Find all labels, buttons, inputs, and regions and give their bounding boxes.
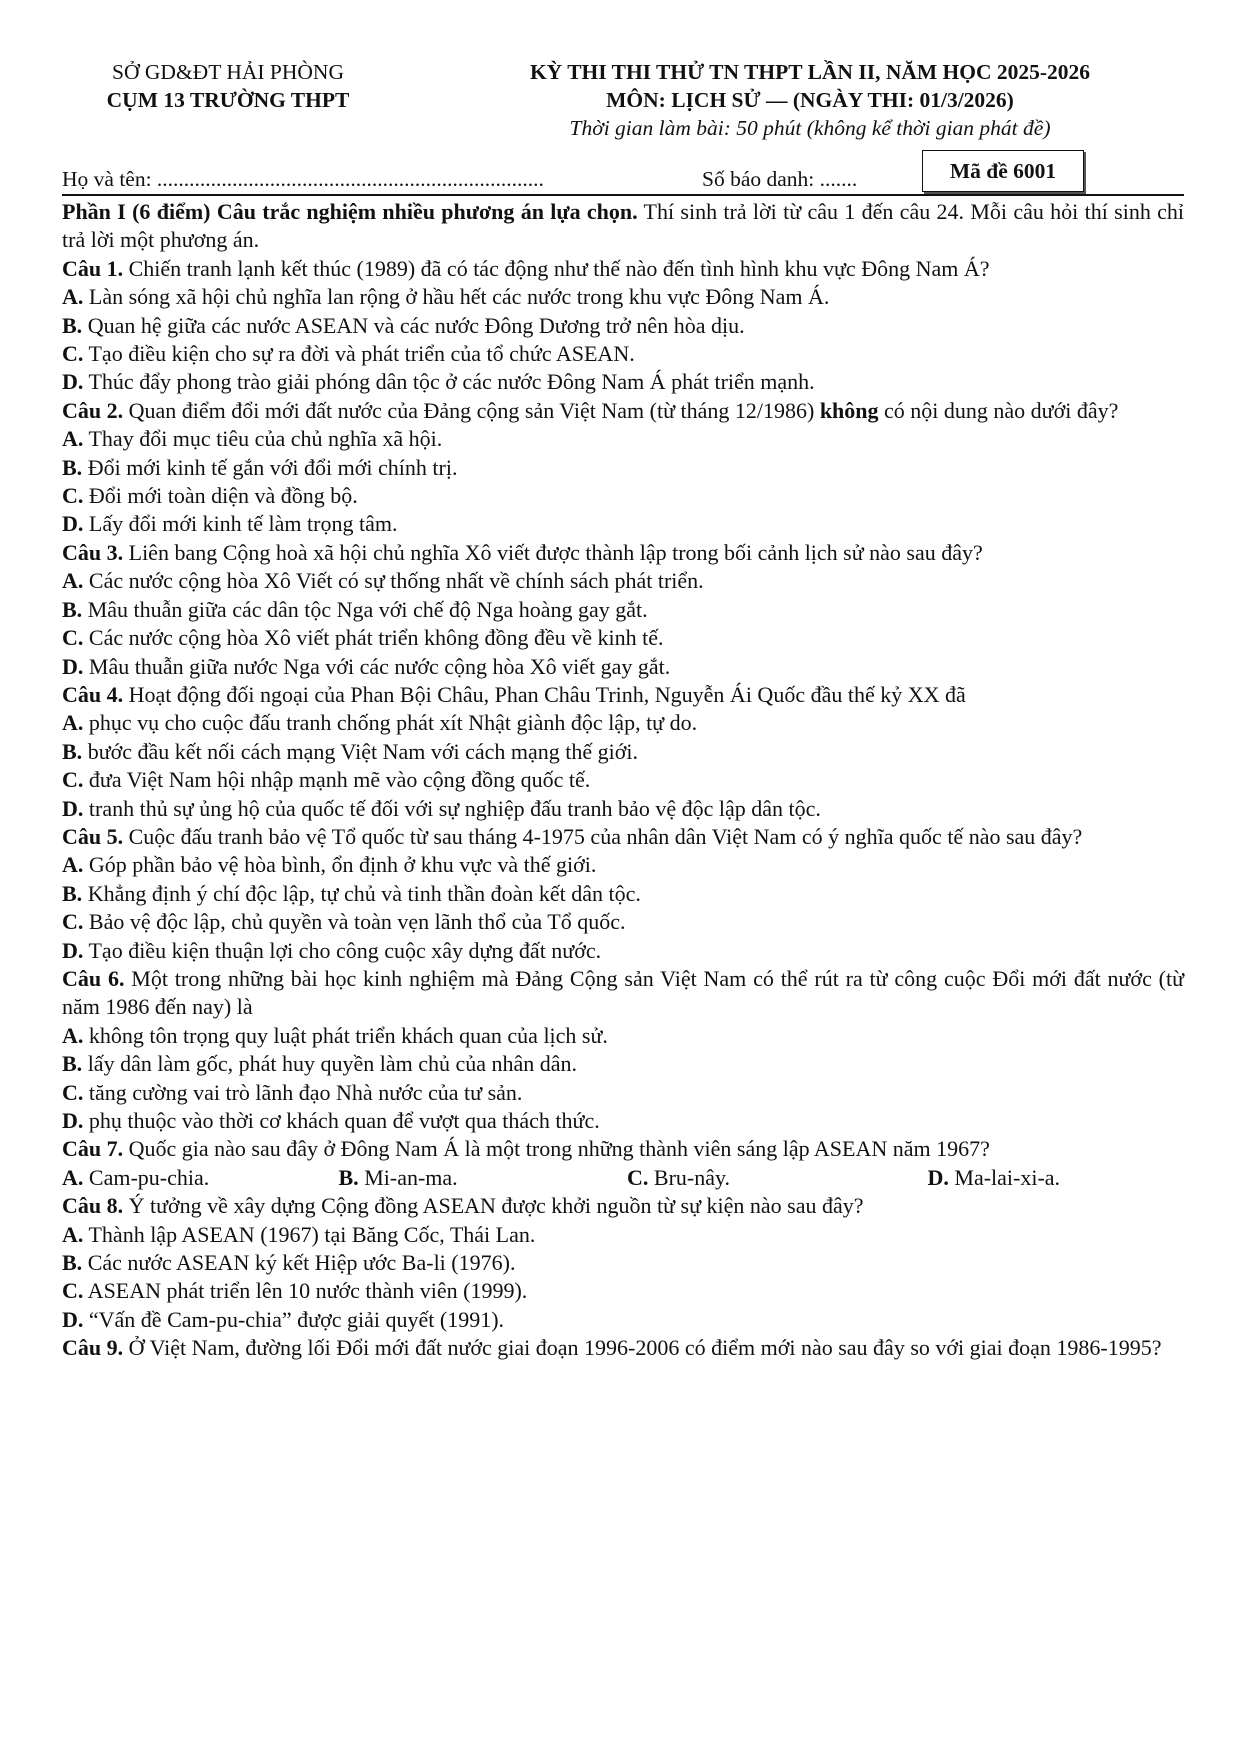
option-text: Lấy đổi mới kinh tế làm trọng tâm.	[83, 511, 398, 537]
option-text: Thúc đẩy phong trào giải phóng dân tộc ở các nước Đông Nam Á phát triển mạnh.	[83, 369, 815, 395]
option-text: phụ thuộc vào thời cơ khách quan để vượt qua thách thức.	[83, 1108, 600, 1133]
option-text: Tạo điều kiện thuận lợi cho công cuộc xây dựng đất nước.	[83, 937, 602, 963]
question-text-end: có nội dung nào dưới đây?	[878, 397, 1119, 423]
header-right	[430, 58, 1190, 142]
option-key: D.	[927, 1164, 949, 1190]
school-cluster: CỤM 13 TRƯỜNG THPT	[106, 88, 350, 112]
option-key: B.	[62, 738, 83, 764]
option-key: D.	[62, 1108, 84, 1133]
candidate-row	[62, 150, 1184, 196]
option-text: Thành lập ASEAN (1967) tại Băng Cốc, Thái Lan.	[83, 1221, 536, 1247]
option-key: B.	[62, 880, 83, 906]
option-key: C.	[62, 341, 84, 367]
question-number: Câu 7.	[62, 1136, 124, 1162]
question-text: Cuộc đấu tranh bảo vệ Tổ quốc từ sau tháng 4-1975 của nhân dân Việt Nam có ý nghĩa quốc tế nào sau đây?	[123, 823, 1083, 849]
option-text: ASEAN phát triển lên 10 nước thành viên (1999).	[83, 1278, 528, 1304]
option-key: D.	[62, 653, 84, 679]
question-6	[62, 965, 1184, 1022]
question-5	[62, 823, 1184, 851]
option-text: không tôn trọng quy luật phát triển khách quan của lịch sử.	[83, 1022, 608, 1048]
option	[62, 937, 1184, 965]
option	[62, 1050, 1184, 1078]
question-9	[62, 1334, 1184, 1362]
option	[62, 1277, 1184, 1305]
option	[62, 312, 1184, 340]
question-number: Câu 8.	[62, 1193, 124, 1219]
question-text: Hoạt động đối ngoại của Phan Bội Châu, Phan Châu Trinh, Nguyễn Ái Quốc đầu thế kỷ XX đã	[123, 681, 966, 707]
option	[62, 510, 1184, 538]
option	[62, 340, 1184, 368]
option-text: Góp phần bảo vệ hòa bình, ổn định ở khu vực và thế giới.	[83, 852, 597, 878]
question-text: Chiến tranh lạnh kết thúc (1989) đã có tác động như thế nào đến tình hình khu vực Đông Nam Á?	[123, 255, 990, 281]
option-text: Mâu thuẫn giữa các dân tộc Nga với chế độ Nga hoàng gay gắt.	[82, 596, 648, 622]
option	[62, 1107, 1184, 1135]
option	[62, 653, 1184, 681]
option	[62, 1079, 1184, 1107]
exam-title: KỲ THI THI THỬ TN THPT LẦN II, NĂM HỌC 2025-2026	[529, 60, 1091, 84]
option-text: Quan hệ giữa các nước ASEAN và các nước Đông Dương trở nên hòa dịu.	[82, 312, 745, 338]
option	[62, 1221, 1184, 1249]
question-7	[62, 1135, 1184, 1163]
option-key: A.	[62, 1221, 84, 1247]
option-key: C.	[62, 483, 84, 509]
question-text: Ý tưởng về xây dựng Cộng đồng ASEAN được khởi nguồn từ sự kiện nào sau đây?	[123, 1193, 864, 1219]
option-key: A.	[62, 710, 84, 736]
option-text: Các nước cộng hòa Xô Viết có sự thống nhất về chính sách phát triển.	[83, 568, 704, 594]
option	[62, 368, 1184, 396]
option	[62, 624, 1184, 652]
option-key: C.	[62, 1079, 84, 1105]
option	[62, 709, 1184, 737]
exam-body	[62, 198, 1184, 1363]
option-row	[62, 1164, 1184, 1192]
option-key: D.	[62, 369, 84, 395]
option-text: Các nước cộng hòa Xô viết phát triển không đồng đều về kinh tế.	[83, 625, 664, 651]
option-text: Làn sóng xã hội chủ nghĩa lan rộng ở hầu hết các nước trong khu vực Đông Nam Á.	[83, 284, 830, 310]
option-text: tăng cường vai trò lãnh đạo Nhà nước của tư sản.	[83, 1079, 523, 1105]
option-text: Đổi mới toàn diện và đồng bộ.	[83, 483, 358, 509]
option-key: A.	[62, 1164, 84, 1190]
option	[62, 1164, 319, 1192]
question-text: Quốc gia nào sau đây ở Đông Nam Á là một trong những thành viên sáng lập ASEAN năm 1967?	[123, 1136, 990, 1162]
option	[62, 454, 1184, 482]
question-number: Câu 3.	[62, 539, 124, 565]
option-key: A.	[62, 1022, 84, 1048]
option	[62, 880, 1184, 908]
option	[62, 1306, 1184, 1334]
option-text: lấy dân làm gốc, phát huy quyền làm chủ của nhân dân.	[82, 1051, 578, 1077]
option-key: A.	[62, 568, 84, 594]
option-key: B.	[62, 1250, 83, 1276]
option	[62, 596, 1184, 624]
option	[62, 738, 1184, 766]
option-key: C.	[62, 909, 84, 935]
option-text: “Vấn đề Cam-pu-chia” được giải quyết (1991).	[83, 1306, 505, 1332]
question-emphasis: không	[819, 397, 879, 423]
option	[62, 908, 1184, 936]
option-key: D.	[62, 1306, 84, 1332]
option-text: phục vụ cho cuộc đấu tranh chống phát xít Nhật giành độc lập, tự do.	[83, 710, 698, 736]
option	[62, 1249, 1184, 1277]
option-key: C.	[62, 767, 84, 793]
option	[62, 283, 1184, 311]
option-text: đưa Việt Nam hội nhập mạnh mẽ vào cộng đồng quốc tế.	[83, 767, 591, 793]
option-text: Mi-an-ma.	[358, 1164, 458, 1190]
question-text: Liên bang Cộng hoà xã hội chủ nghĩa Xô viết được thành lập trong bối cảnh lịch sử nào sau đây?	[123, 539, 983, 565]
option-key: A.	[62, 284, 84, 310]
question-1	[62, 255, 1184, 283]
question-number: Câu 4.	[62, 681, 124, 707]
option-key: C.	[62, 1278, 84, 1304]
option-text: Các nước ASEAN ký kết Hiệp ước Ba-li (1976).	[82, 1250, 516, 1276]
question-2	[62, 397, 1184, 425]
option-text: Bảo vệ độc lập, chủ quyền và toàn vẹn lãnh thổ của Tổ quốc.	[83, 909, 626, 935]
question-number: Câu 1.	[62, 255, 124, 281]
option-key: C.	[627, 1164, 649, 1190]
option-text: Ma-lai-xi-a.	[948, 1164, 1061, 1190]
exam-header	[62, 58, 1184, 144]
option	[62, 795, 1184, 823]
option-key: D.	[62, 937, 84, 963]
question-4	[62, 681, 1184, 709]
question-text: Một trong những bài học kinh nghiệm mà Đảng Cộng sản Việt Nam có thể rút ra từ công cuộc Đổi mới đất nước (từ năm 1986 đến nay) là	[62, 965, 1185, 1020]
part-intro	[62, 198, 1184, 255]
question-text: Ở Việt Nam, đường lối Đổi mới đất nước giai đoạn 1996-2006 có điểm mới nào sau đây so với giai đoạn 1986-1995?	[123, 1335, 1162, 1361]
option	[595, 1164, 884, 1192]
question-number: Câu 2.	[62, 397, 124, 423]
option-text: Đổi mới kinh tế gắn với đổi mới chính trị.	[82, 454, 458, 480]
part-title: Phần I (6 điểm) Câu trắc nghiệm nhiều phương án lựa chọn.	[62, 199, 638, 224]
option	[62, 425, 1184, 453]
option-text: bước đầu kết nối cách mạng Việt Nam với cách mạng thế giới.	[82, 738, 639, 764]
option	[62, 766, 1184, 794]
option	[62, 567, 1184, 595]
exam-subject: MÔN: LỊCH SỬ — (NGÀY THI: 01/3/2026)	[606, 88, 1014, 112]
option-text: Mâu thuẫn giữa nước Nga với các nước cộng hòa Xô viết gay gắt.	[83, 653, 671, 679]
option-text: tranh thủ sự ủng hộ của quốc tế đối với sự nghiệp đấu tranh bảo vệ độc lập dân tộc.	[83, 795, 821, 821]
option-key: A.	[62, 852, 84, 878]
option-key: C.	[62, 625, 84, 651]
candidate-id-field: Số báo danh: .......	[702, 167, 858, 191]
option-key: B.	[62, 1051, 83, 1077]
option-text: Cam-pu-chia.	[83, 1164, 210, 1190]
option	[884, 1164, 1185, 1192]
option-key: B.	[338, 1164, 359, 1190]
question-text: Quan điểm đổi mới đất nước của Đảng cộng sản Việt Nam (từ tháng 12/1986)	[123, 397, 820, 423]
question-number: Câu 9.	[62, 1335, 124, 1361]
question-number: Câu 6.	[62, 965, 125, 991]
part-instructions: Thí sinh trả lời từ câu 1 đến câu 24. Mỗi câu hỏi thí sinh chỉ trả lời một phương án.	[62, 199, 1185, 253]
department-name: SỞ GD&ĐT HẢI PHÒNG	[112, 60, 344, 84]
question-number: Câu 5.	[62, 823, 124, 849]
option-key: D.	[62, 795, 84, 821]
option-text: Tạo điều kiện cho sự ra đời và phát triển của tổ chức ASEAN.	[83, 341, 635, 367]
question-3	[62, 539, 1184, 567]
option-key: D.	[62, 511, 84, 537]
exam-code-box: Mã đề 6001	[922, 150, 1084, 192]
option	[319, 1164, 596, 1192]
candidate-name-field: Họ và tên: ........................................................................	[62, 167, 544, 191]
option-key: B.	[62, 454, 83, 480]
option	[62, 851, 1184, 879]
option	[62, 1022, 1184, 1050]
option-key: B.	[62, 596, 83, 622]
header-left	[62, 58, 394, 114]
option-text: Thay đổi mục tiêu của chủ nghĩa xã hội.	[83, 426, 443, 452]
exam-time-note: Thời gian làm bài: 50 phút (không kể thời gian phát đề)	[569, 116, 1051, 140]
option-key: B.	[62, 312, 83, 338]
option-text: Khẳng định ý chí độc lập, tự chủ và tinh thần đoàn kết dân tộc.	[82, 880, 641, 906]
exam-page	[62, 58, 1184, 1363]
option-text: Bru-nây.	[648, 1164, 731, 1190]
question-8	[62, 1192, 1184, 1220]
option	[62, 482, 1184, 510]
option-key: A.	[62, 426, 84, 452]
